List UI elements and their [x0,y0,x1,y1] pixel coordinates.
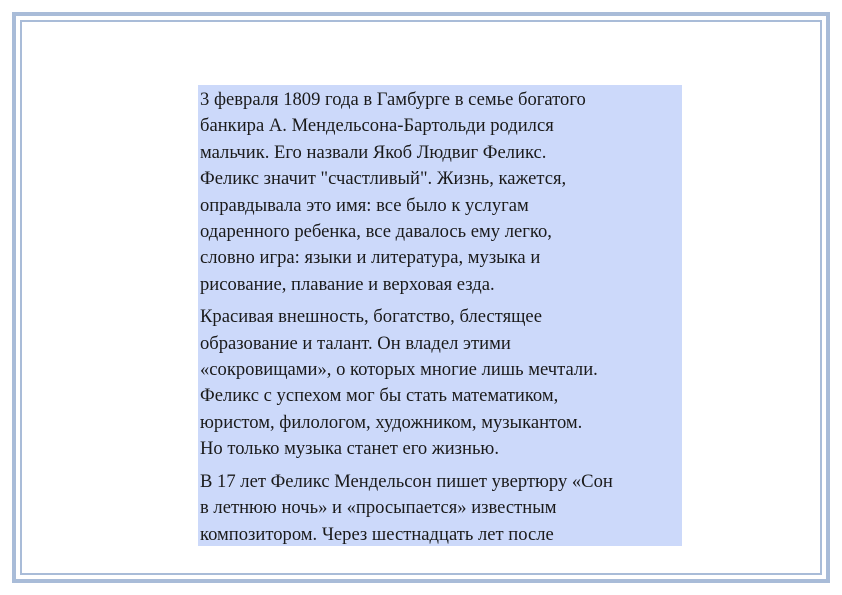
paragraph-3: В 17 лет Феликс Мендельсон пишет увертюру «Сон в летнюю ночь» и «просыпается» известным композитором. Через шестнадцать лет после [200,470,613,545]
paragraph-2: Красивая внешность, богатство, блестящее образование и талант. Он владел этими «сокровищами», о которых многие лишь мечтали. Феликс с успехом мог бы стать математиком, юристом, филологом, художником, музыкантом. Но только музыка станет его жизнью. [200,306,598,460]
paragraph-1: 3 февраля 1809 года в Гамбурге в семье богатого банкира А. Мендельсона-Бартольди родился мальчик. Его назвали Якоб Людвиг Феликс. Феликс значит "счастливый". Жизнь, кажется, оправдывала это имя: все было к услугам одаренного ребенка, все давалось ему легко, словно игра: языки и литература, музыка и рисование, плавание и верховая езда. [200,89,586,295]
biography-text-block [198,85,682,546]
